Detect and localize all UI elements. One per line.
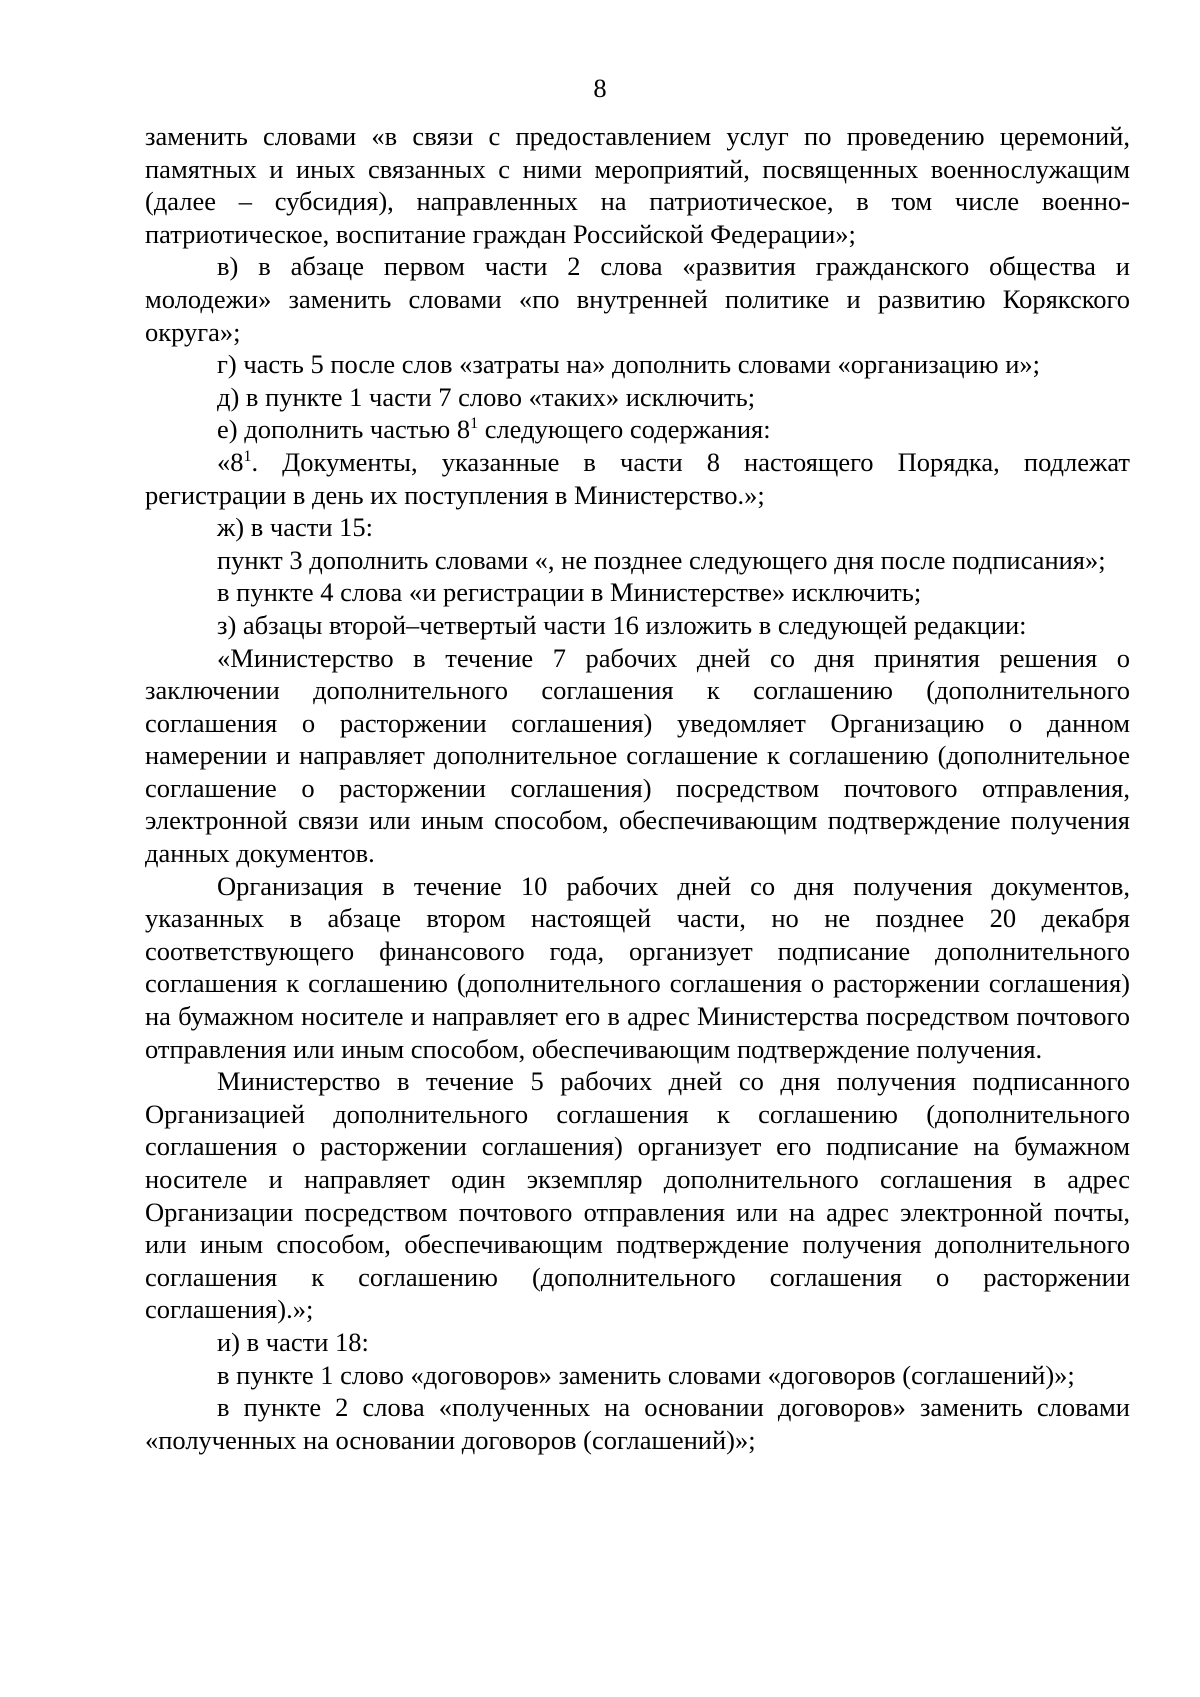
superscript: 1 bbox=[243, 448, 252, 466]
paragraph-item-v: в) в абзаце первом части 2 слова «развития гражданского общества и молодежи» заменить словами «по внутренней политике и развитию Корякского округа»; bbox=[145, 251, 1130, 347]
paragraph-item-z: з) абзацы второй–четвертый части 16 изложить в следующей редакции: bbox=[217, 609, 1027, 640]
paragraph-text: «8 bbox=[217, 446, 244, 477]
paragraph-point-1: в пункте 1 слово «договоров» заменить словами «договоров (соглашений)»; bbox=[217, 1359, 1075, 1390]
paragraph-point-2: в пункте 2 слова «полученных на основании договоров» заменить словами «полученных на основании договоров (соглашений)»; bbox=[145, 1392, 1130, 1455]
paragraph-item-zh: ж) в части 15: bbox=[217, 512, 373, 543]
paragraph-item-d: д) в пункте 1 части 7 слово «таких» исключить; bbox=[217, 381, 756, 412]
paragraph-quote-3: Министерство в течение 5 рабочих дней со дня получения подписанного Организацией дополнительного соглашения к соглашению (дополнительного соглашения о расторжении соглашения) организует его подписание на бумажном носителе и направляет один экземпляр дополнительного соглашения в адрес Организации посредством почтового отправления или на адрес электронной почты, или иным способом, обеспечивающим подтверждение получения дополнительного соглашения к соглашению (дополнительного соглашения о расторжении соглашения).»; bbox=[145, 1066, 1130, 1325]
paragraph-text: е) дополнить частью 8 bbox=[217, 414, 471, 445]
paragraph-item-i: и) в части 18: bbox=[217, 1326, 369, 1357]
page-number: 8 bbox=[593, 73, 607, 103]
paragraph-point-3: пункт 3 дополнить словами «, не позднее следующего дня после подписания»; bbox=[217, 544, 1106, 575]
paragraph-item-e bbox=[145, 413, 1130, 446]
paragraph-continuation: заменить словами «в связи с предоставлением услуг по проведению церемоний, памятных и иных связанных с ними мероприятий, посвященных военнослужащим (далее – субсидия), направленных на патриотическое, в том числе военно-патриотическое, воспитание граждан Российской Федерации»; bbox=[145, 121, 1130, 249]
paragraph-quote-1: «Министерство в течение 7 рабочих дней со дня принятия решения о заключении дополнительного соглашения к соглашению (дополнительного соглашения о расторжении соглашения) уведомляет Организацию о данном намерении и направляет дополнительное соглашение к соглашению (дополнительное соглашение о расторжении соглашения) посредством почтового отправления, электронной связи или иным способом, обеспечивающим подтверждение получения данных документов. bbox=[145, 642, 1130, 869]
document-body bbox=[145, 120, 1130, 1456]
superscript: 1 bbox=[470, 415, 479, 433]
paragraph-text: . Документы, указанные в части 8 настоящего Порядка, подлежат регистрации в день их поступления в Министерство.»; bbox=[145, 446, 1130, 510]
paragraph-text: следующего содержания: bbox=[478, 414, 771, 445]
paragraph-item-g: г) часть 5 после слов «затраты на» дополнить словами «организацию и»; bbox=[217, 349, 1041, 380]
paragraph-point-4: в пункте 4 слова «и регистрации в Министерстве» исключить; bbox=[217, 577, 922, 608]
paragraph-part-8-1 bbox=[145, 446, 1130, 511]
paragraph-quote-2: Организация в течение 10 рабочих дней со дня получения документов, указанных в абзаце втором настоящей части, но не позднее 20 декабря соответствующего финансового года, организует подписание дополнительного соглашения к соглашению (дополнительного соглашения о расторжении соглашения) на бумажном носителе и направляет его в адрес Министерства посредством почтового отправления или иным способом, обеспечивающим подтверждение получения. bbox=[145, 870, 1130, 1064]
